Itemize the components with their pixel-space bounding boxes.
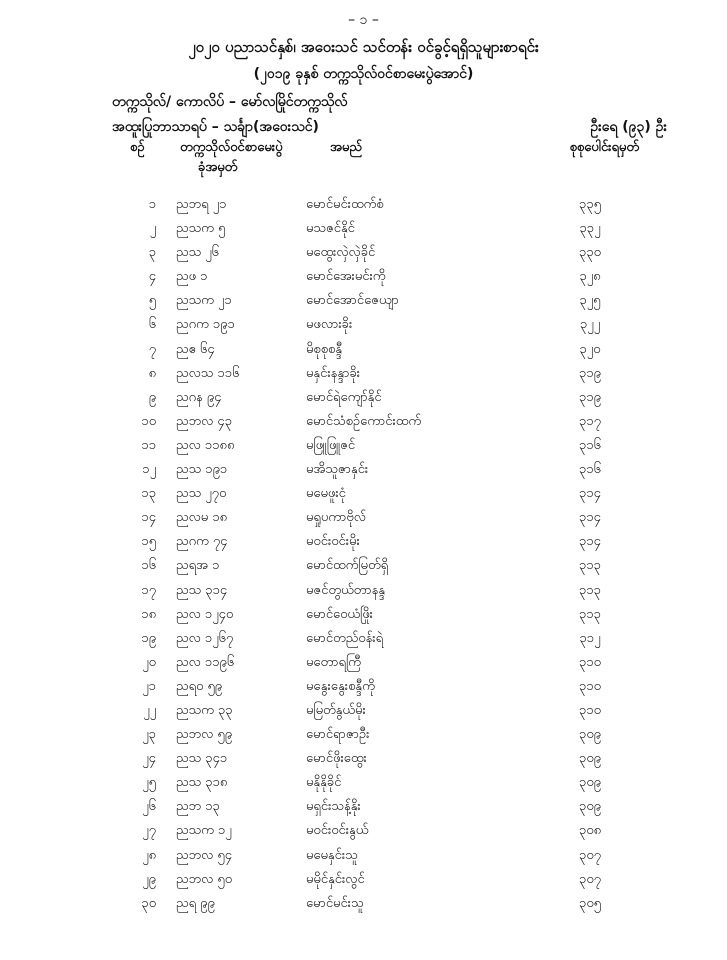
total-marks: ၃၀၉ (579, 799, 601, 815)
document-subtitle: (၂၀၁၉ ခုနှစ် တက္ကသိုလ်ဝင်စာမေးပွဲအောင်) (253, 66, 474, 82)
roll-number: ညဂက ၇၄ (176, 534, 228, 550)
row-number: ၁၅ (141, 534, 156, 550)
roll-number: ညဘ ၁၃ (176, 799, 220, 815)
student-name: မဝင်းဝင်းမိုး (306, 534, 360, 550)
row-number: ၆ (148, 317, 156, 333)
roll-number: ညသက ၂၁ (176, 293, 232, 309)
row-number: ၅ (148, 293, 156, 309)
table-row (0, 892, 727, 916)
student-name: မောင်ထက်မြတ်ရှိ (306, 558, 389, 574)
row-number: ၂၈ (142, 847, 156, 863)
roll-number: ညရအ ၁ (176, 558, 220, 574)
total-marks: ၃၁၃ (579, 606, 601, 622)
roll-number: ညဘလ ၄၃ (176, 413, 233, 429)
total-marks: ၃၁၉ (579, 389, 601, 405)
row-number: ၁၄ (141, 510, 156, 526)
row-number: ၂၄ (142, 751, 156, 767)
row-number: ၁၉ (141, 630, 156, 646)
roll-number: ညဖ ၁ (176, 269, 208, 285)
table-row (0, 795, 727, 819)
table-row (0, 241, 727, 265)
total-marks: ၃၃၀ (579, 245, 601, 261)
row-number: ၂၂ (143, 702, 156, 718)
student-name: မောင်အောင်ဇေယျာ (306, 293, 399, 309)
student-name: မောင်ဖိုးထွေး (306, 751, 367, 767)
student-name: မရှင်းသန့်နိုး (306, 799, 361, 815)
page-number: – ၁ – (348, 12, 379, 28)
table-row (0, 699, 727, 723)
student-name: မိစုစုစန္ဒီ (306, 341, 343, 357)
total-marks: ၃၁၀ (579, 678, 601, 694)
row-number: ၄ (148, 269, 156, 285)
total-marks: ၃၁၃ (579, 558, 601, 574)
table-row (0, 410, 727, 434)
table-row (0, 554, 727, 578)
column-header-no: စဉ် (130, 140, 145, 155)
total-marks: ၃၃၅ (579, 197, 601, 212)
student-name: မမိုင်နှင်းလွင် (306, 871, 365, 887)
row-number: ၂၅ (142, 775, 156, 791)
roll-number: ညသ ၃၁၈ (176, 775, 228, 791)
table-row (0, 434, 727, 458)
student-name: မောင်တည်ဝန်းရဲ (306, 630, 384, 646)
table-row (0, 506, 727, 530)
table-row (0, 651, 727, 675)
column-header-name: အမည် (330, 140, 362, 155)
table-row (0, 675, 727, 699)
table-row (0, 868, 727, 892)
row-number: ၁၁ (141, 437, 156, 453)
total-marks: ၃၁၇ (579, 413, 601, 429)
student-name: မောင်ရာဇာဦး (306, 727, 370, 743)
student-name: မဖလားခိုး (306, 317, 353, 333)
row-number: ၁၃ (141, 486, 156, 502)
student-name: မမြတ်နွယ်မိုး (306, 702, 366, 718)
row-number: ၇ (148, 341, 156, 357)
row-number: ၂၆ (142, 799, 156, 815)
roll-number: ညလမ ၁၈ (176, 510, 228, 526)
total-marks: ၃၂၅ (579, 293, 601, 309)
roll-number: ညသ ၂၇၀ (176, 486, 227, 502)
row-number: ၈ (148, 365, 156, 381)
total-marks: ၃၃၂ (579, 221, 601, 237)
roll-number: ညရ၀ ၅၉ (176, 678, 223, 694)
table-row (0, 844, 727, 868)
column-header-roll-line2: ခုံအမှတ် (198, 160, 238, 175)
total-marks: ၃၂၀ (579, 341, 601, 357)
student-name: မောင်အေးမင်းကို (306, 269, 386, 285)
row-number: ၂၉ (142, 871, 156, 887)
total-marks: ၃၁၆ (579, 437, 601, 453)
table-row (0, 482, 727, 506)
table-row (0, 265, 727, 289)
roll-number: ညလ ၁၂၆၇ (176, 630, 234, 646)
student-name: မောင်ဝေယံဖြိုး (306, 606, 373, 622)
seats-count: ဦးရေ (၉၃) ဦး (590, 119, 667, 135)
roll-number: ညဘရ ၂၁ (176, 197, 227, 212)
roll-number: ညသ ၂၆ (176, 245, 219, 261)
roll-number: ညသ ၁၉၁ (176, 462, 228, 478)
total-marks: ၃၀၉ (579, 751, 601, 767)
row-number: ၉ (148, 389, 156, 405)
table-row (0, 386, 727, 410)
student-name: မောင်မင်းထက်စံ (306, 197, 384, 212)
total-marks: ၃၂၂ (579, 317, 601, 333)
total-marks: ၃၁၄ (579, 534, 601, 550)
total-marks: ၃၁၄ (579, 510, 601, 526)
column-header-marks: စုစုပေါင်းရမှတ် (569, 140, 639, 155)
roll-number: ညရ ၉၉ (176, 895, 215, 911)
roll-number: ညလ ၁၁၉၆ (176, 654, 235, 670)
total-marks: ၃၁၂ (579, 630, 601, 646)
document-title: ၂၀၂၀ ပညာသင်နှစ်၊ အဝေးသင် သင်တန်း ဝင်ခွင့်ရရှိသူများစာရင်း (188, 38, 539, 56)
row-number: ၃၀ (141, 895, 156, 911)
row-number: ၂၀ (142, 654, 156, 670)
roll-number: ညဘလ ၅၄ (176, 847, 233, 863)
roll-number: ညသက ၃၃ (176, 702, 233, 718)
roll-number: ညသ ၃၄၁ (176, 751, 228, 767)
student-name: မောင်ရဲကျော်နိုင် (306, 389, 382, 405)
table-row (0, 579, 727, 603)
column-header-roll: တက္ကသိုလ်ဝင်စာမေးပွဲ (180, 140, 283, 155)
student-name: မဇင်တွယ်တာနန္ဒ (306, 582, 386, 598)
total-marks: ၃၁၉ (579, 365, 601, 381)
total-marks: ၃၀၅ (579, 895, 601, 911)
total-marks: ၃၀၉ (579, 775, 601, 791)
student-name: မနိုနိုခိုင် (306, 775, 342, 791)
table-row (0, 193, 727, 217)
total-marks: ၃၀၉ (579, 727, 601, 743)
table-row (0, 362, 727, 386)
total-marks: ၃၀၇ (579, 847, 601, 863)
total-marks: ၃၀၈ (578, 823, 602, 839)
total-marks: ၃၁၆ (579, 462, 601, 478)
student-name: မောင်သံစဉ်ကောင်းထက် (306, 413, 422, 429)
roll-number: ညလ ၁၁၈၈ (176, 437, 235, 453)
roll-number: ညသက ၅ (176, 221, 226, 237)
total-marks: ၃၂၈ (579, 269, 601, 285)
row-number: ၃ (148, 245, 156, 261)
roll-number: ညဂက ၁၉၁ (176, 317, 235, 333)
table-row (0, 313, 727, 337)
total-marks: ၃၁၃ (579, 582, 601, 598)
row-number: ၁၂ (142, 462, 156, 478)
student-name: မောင်မင်းသူ (306, 895, 364, 911)
total-marks: ၃၁၀ (579, 702, 601, 718)
row-number: ၂ (149, 221, 156, 237)
table-row (0, 217, 727, 241)
row-number: ၁၆ (141, 558, 156, 574)
table-row (0, 627, 727, 651)
table-row (0, 603, 727, 627)
table-row (0, 819, 727, 843)
student-name: မသဇင်နိုင် (306, 221, 355, 237)
table-row (0, 723, 727, 747)
student-name: မအိသူဇာနှင်း (306, 462, 369, 478)
row-number: ၁၇ (141, 582, 156, 598)
table-row (0, 530, 727, 554)
roll-number: ညလသ ၁၁၆ (176, 365, 240, 381)
table-row (0, 289, 727, 313)
results-table (0, 193, 727, 916)
student-name: မထွေးလှဲလှဲခိုင် (306, 245, 376, 261)
row-number: ၁၀ (141, 413, 156, 429)
student-name: မဖြူဖြူဇင် (306, 437, 356, 453)
total-marks: ၃၁၀ (579, 654, 601, 670)
row-number: ၁၈ (141, 606, 156, 622)
roll-number: ညဘလ ၅၀ (176, 871, 233, 887)
row-number: ၂၃ (142, 727, 156, 743)
row-number: ၂၁ (142, 678, 156, 694)
roll-number: ညဘလ ၅၉ (176, 727, 233, 743)
major-line: အထူးပြုဘာသာရပ် – သင်္ချာ(အဝေးသင်) (112, 119, 319, 135)
student-name: မမေဖူးငုံ (306, 486, 346, 502)
roll-number: ညဧ ၆၄ (176, 341, 215, 357)
student-name: မတောရကြီ (306, 654, 361, 670)
table-row (0, 458, 727, 482)
university-line: တက္ကသိုလ်/ ကောလိပ် – မော်လမြိုင်တက္ကသိုလ် (112, 94, 348, 110)
student-name: မမေနှင်းသူ (306, 847, 358, 863)
table-row (0, 747, 727, 771)
roll-number: ညဂန ၉၄ (176, 389, 222, 405)
student-name: မဝင်းဝင်းနွယ် (306, 823, 369, 839)
row-number: ၁ (148, 197, 156, 212)
student-name: မရှုပကာဗိုလ် (306, 510, 366, 526)
student-name: မနှင်းနန္ဒာခိုး (306, 365, 361, 381)
roll-number: ညသ ၃၁၄ (176, 582, 228, 598)
roll-number: ညသက ၁၂ (176, 823, 232, 839)
table-row (0, 771, 727, 795)
row-number: ၂၇ (142, 823, 156, 839)
total-marks: ၃၁၄ (579, 486, 601, 502)
student-name: မနွေးနွေးစန္ဒီကို (306, 678, 375, 694)
total-marks: ၃၀၇ (579, 871, 601, 887)
roll-number: ညလ ၁၂၄၀ (176, 606, 234, 622)
table-row (0, 338, 727, 362)
